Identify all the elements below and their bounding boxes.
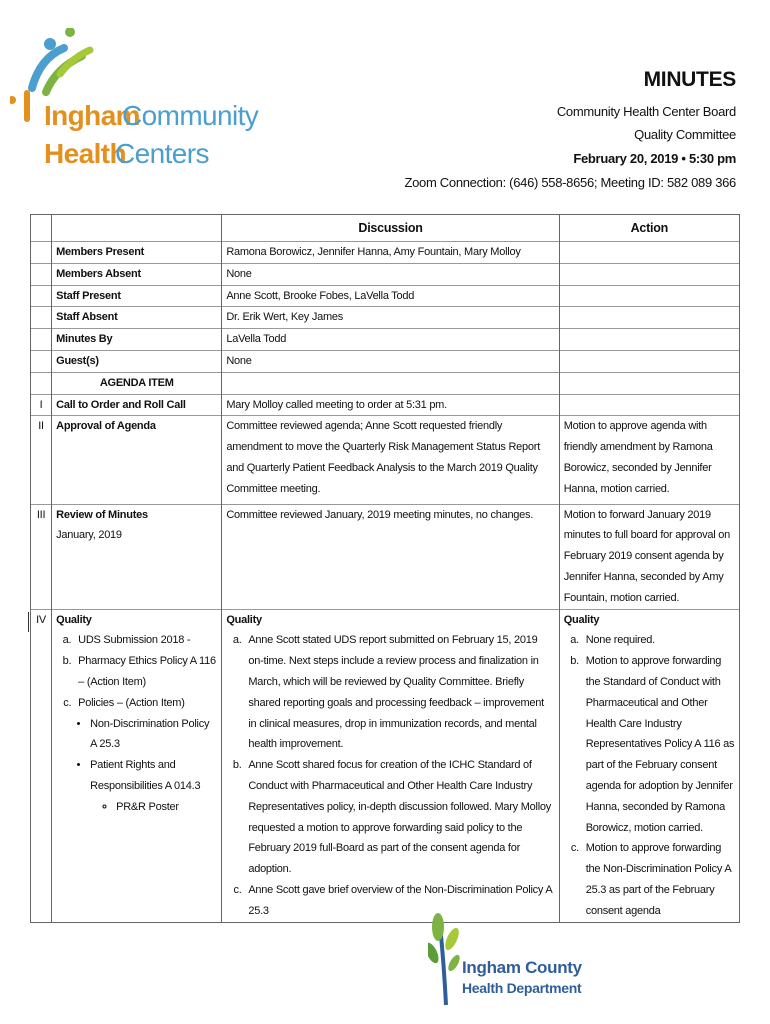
action-title: Quality bbox=[563, 613, 600, 626]
logo-health-text: Health bbox=[44, 138, 126, 169]
discussion-item: a. Anne Scott stated UDS report submitted on February 15, 2019 on-time. Next steps include a review process and finalization in March, which will be reviewed by Quality Committee. Briefly shared reporting goals and processing feedback – improvement in clinical measures, drop in immunization records, and mental health improvement. bbox=[244, 630, 554, 755]
quality-sub-items bbox=[56, 630, 217, 713]
item-action: Motion to forward January 2019 minutes to full board for approval on February 2019 consent agenda by Jennifer Hanna, seconded by Amy Fountain, motion carried. bbox=[559, 504, 739, 609]
item-subtitle: January, 2019 bbox=[56, 529, 122, 542]
committee-name: Quality Committee bbox=[634, 127, 736, 142]
attendance-label: Guest(s) bbox=[52, 350, 222, 372]
item-number: IV bbox=[31, 609, 52, 922]
icd-logo-line2: Health Department bbox=[462, 980, 582, 996]
action-list bbox=[564, 630, 735, 921]
logo-centers-text: Centers bbox=[115, 138, 209, 169]
action-item: b. Motion to approve forwarding the Standard of Conduct with Pharmaceutical and Other Health Care Industry Representatives Policy A 116 as part of the February consent agenda for adoption by Jennifer Hanna, seconded by Ramona Borowicz, motion carried. bbox=[582, 651, 735, 838]
action-item: c. Motion to approve forwarding the Non-Discrimination Policy A 25.3 as part of the February consent agenda bbox=[582, 838, 735, 921]
logo-community-text: Community bbox=[122, 100, 259, 131]
item-action: Motion to approve agenda with friendly amendment by Ramona Borowicz, seconded by Jennifer Hanna, motion carried. bbox=[559, 416, 739, 504]
sub-item-label: Policies – (Action Item) bbox=[78, 696, 185, 709]
item-number: III bbox=[31, 504, 52, 609]
attendance-row bbox=[31, 285, 740, 307]
item-title: Approval of Agenda bbox=[52, 416, 222, 504]
sub-item bbox=[74, 693, 217, 714]
attendance-label: Members Absent bbox=[52, 263, 222, 285]
attendance-row bbox=[31, 350, 740, 372]
discussion-title: Quality bbox=[226, 613, 262, 626]
attendance-label: Members Present bbox=[52, 242, 222, 264]
attendance-row bbox=[31, 263, 740, 285]
item-discussion: Committee reviewed agenda; Anne Scott requested friendly amendment to move the Quarterly Risk Management Status Report and Quarterly Patient Feedback Analysis to the March 2019 Quality Committee meeting. bbox=[222, 416, 559, 504]
margin-mark bbox=[28, 612, 29, 632]
attendance-label: Minutes By bbox=[52, 329, 222, 351]
agenda-row bbox=[31, 416, 740, 504]
quality-row bbox=[31, 609, 740, 922]
header-action: Action bbox=[559, 215, 739, 242]
policy-list bbox=[56, 714, 217, 797]
minutes-table bbox=[30, 214, 740, 923]
attendance-value: None bbox=[222, 263, 559, 285]
sub-policy-item: ◦ PR&R Poster bbox=[116, 797, 217, 818]
item-discussion: Committee reviewed January, 2019 meeting minutes, no changes. bbox=[222, 504, 559, 609]
action-item: a. None required. bbox=[582, 630, 735, 651]
item-number: II bbox=[31, 416, 52, 504]
attendance-row bbox=[31, 242, 740, 264]
attendance-row bbox=[31, 307, 740, 329]
item-number: I bbox=[31, 394, 52, 416]
discussion-item: b. Anne Scott shared focus for creation of the ICHC Standard of Conduct with Pharmaceutical and Other Health Care Industry Representatives policy, in-depth discussion followed. Mary Molloy requested a motion to approve forwarding said policy to the February 2019 full-Board as part of the consent agenda for adoption. bbox=[244, 755, 554, 880]
sub-item: a. UDS Submission 2018 - bbox=[74, 630, 217, 651]
attendance-value: Anne Scott, Brooke Fobes, LaVella Todd bbox=[222, 285, 559, 307]
attendance-label: Staff Present bbox=[52, 285, 222, 307]
discussion-item: c. Anne Scott gave brief overview of the Non-Discrimination Policy A 25.3 bbox=[244, 880, 554, 922]
header-num-cell bbox=[31, 215, 52, 242]
header-discussion: Discussion bbox=[222, 215, 559, 242]
item-title: Quality bbox=[56, 613, 92, 626]
discussion-list bbox=[226, 630, 554, 921]
attendance-value: None bbox=[222, 350, 559, 372]
icd-logo-line1: Ingham County bbox=[462, 958, 582, 977]
meeting-date: February 20, 2019 • 5:30 pm bbox=[573, 151, 736, 166]
attendance-value: Dr. Erik Wert, Key James bbox=[222, 307, 559, 329]
item-title-cell bbox=[52, 504, 222, 609]
attendance-value: Ramona Borowicz, Jennifer Hanna, Amy Fountain, Mary Molloy bbox=[222, 242, 559, 264]
agenda-item-header-row bbox=[31, 372, 740, 394]
item-action bbox=[559, 394, 739, 416]
agenda-item-header: AGENDA ITEM bbox=[52, 372, 222, 394]
policy-item: • Non-Discrimination Policy A 25.3 bbox=[90, 714, 217, 756]
policy-item: • Patient Rights and Responsibilities A 014.3 bbox=[90, 755, 217, 797]
zoom-connection: Zoom Connection: (646) 558-8656; Meeting ID: 582 089 366 bbox=[404, 175, 736, 190]
attendance-row bbox=[31, 329, 740, 351]
logo-ingham-text: Ingham bbox=[44, 100, 140, 131]
quality-item-cell bbox=[52, 609, 222, 922]
sub-policy-list bbox=[56, 797, 217, 818]
board-name: Community Health Center Board bbox=[556, 104, 736, 119]
attendance-label: Staff Absent bbox=[52, 307, 222, 329]
document-title: MINUTES bbox=[643, 68, 736, 91]
agenda-row bbox=[31, 394, 740, 416]
quality-action-cell bbox=[559, 609, 739, 922]
header-item-cell bbox=[52, 215, 222, 242]
item-title: Call to Order and Roll Call bbox=[52, 394, 222, 416]
item-discussion: Mary Molloy called meeting to order at 5:31 pm. bbox=[222, 394, 559, 416]
sub-item: b. Pharmacy Ethics Policy A 116 – (Action Item) bbox=[74, 651, 217, 693]
quality-discussion-cell bbox=[222, 609, 559, 922]
agenda-row bbox=[31, 504, 740, 609]
item-title: Review of Minutes bbox=[56, 508, 148, 521]
attendance-value: LaVella Todd bbox=[222, 329, 559, 351]
